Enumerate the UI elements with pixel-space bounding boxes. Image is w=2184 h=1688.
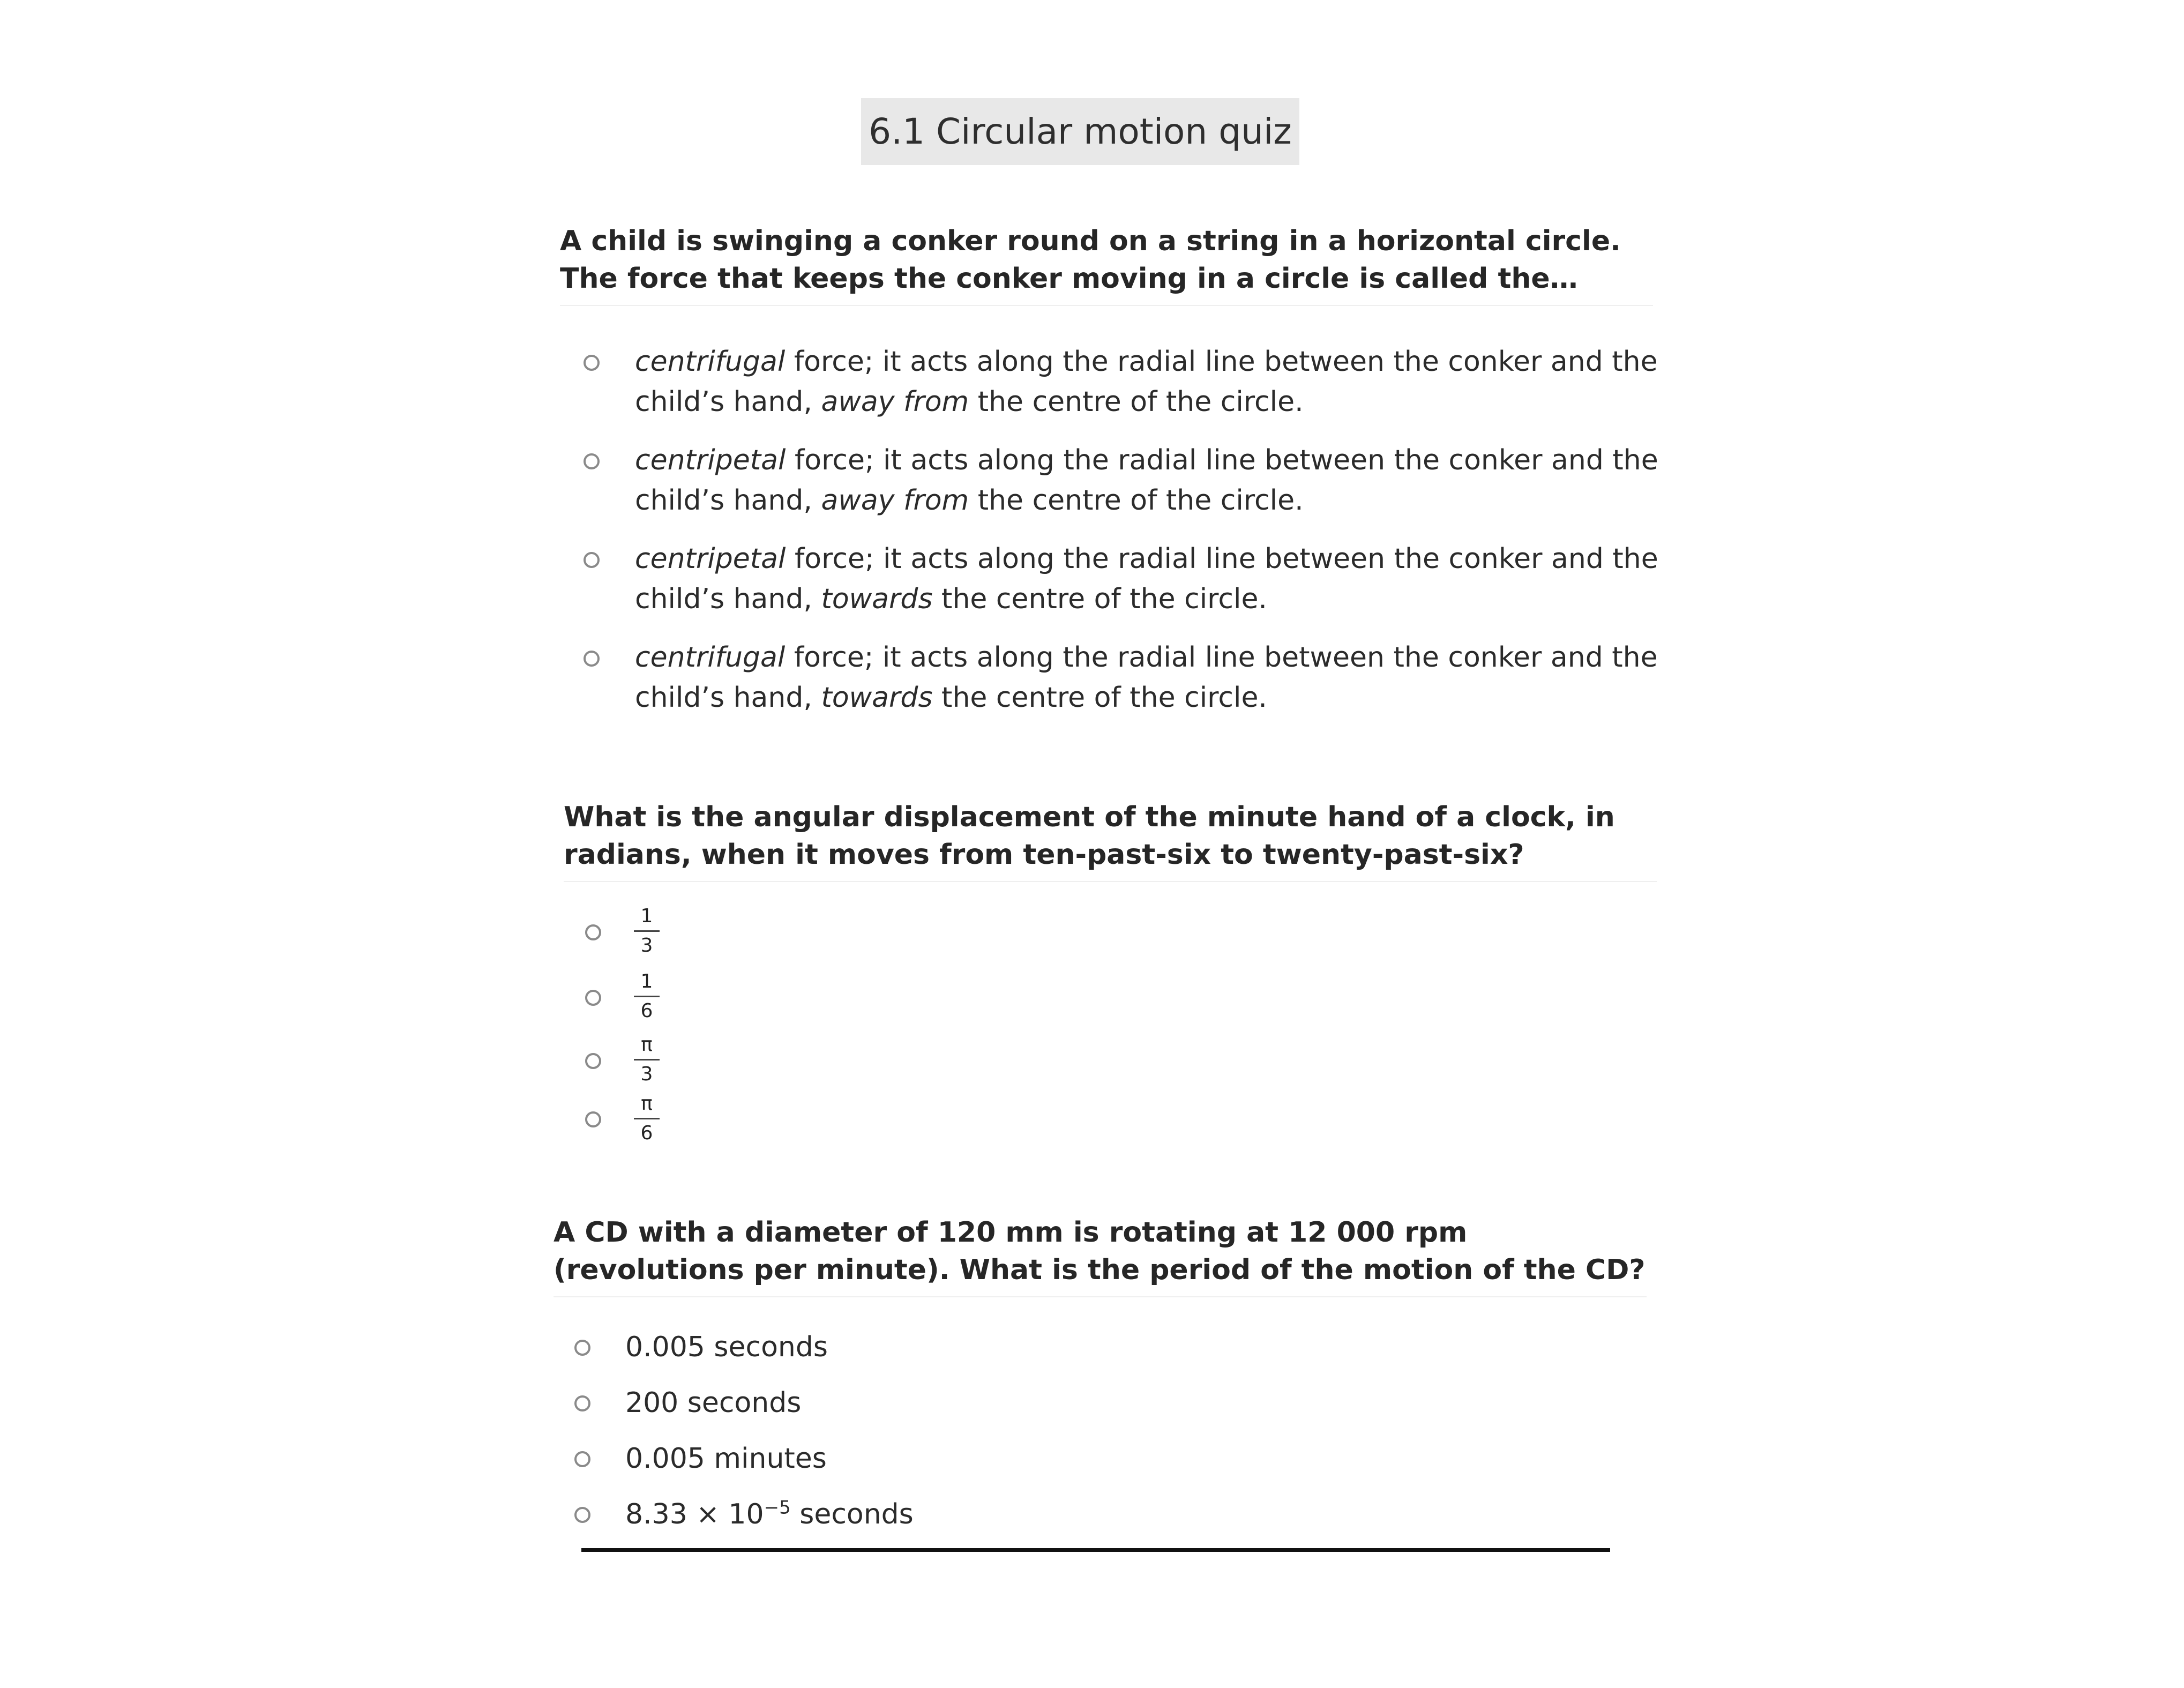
fraction-bar — [634, 1118, 660, 1119]
q3-option-4-base: 8.33 × 10 — [625, 1498, 764, 1530]
q3-option-4-unit: seconds — [790, 1498, 914, 1530]
q1-option-1-radio[interactable] — [584, 355, 600, 371]
quiz-title-text: 6.1 Circular motion quiz — [869, 111, 1292, 152]
q1-option-2-direction: away from — [821, 484, 969, 517]
quiz-title — [861, 98, 1299, 165]
fraction-bar — [634, 930, 660, 932]
question-3-text: A CD with a diameter of 120 mm is rotating at 12 000 rpm (revolutions per minute). What is the period of the motion of the CD? — [554, 1214, 1647, 1297]
q2-option-3-radio[interactable] — [585, 1053, 601, 1069]
q3-option-1-radio[interactable] — [574, 1340, 590, 1356]
q2-option-2-fraction[interactable] — [634, 971, 660, 1022]
q1-option-3-label[interactable] — [635, 539, 1658, 619]
q1-option-1-line1: force; it acts along the radial line between the conker and the — [785, 346, 1658, 378]
q2-option-4-numerator: π — [641, 1093, 653, 1115]
q2-option-4-denominator: 6 — [640, 1122, 653, 1144]
q1-option-1-line2b: the centre of the circle. — [969, 386, 1304, 418]
q1-option-3-radio[interactable] — [584, 552, 600, 568]
q2-option-1-radio[interactable] — [585, 924, 601, 940]
q2-option-1-numerator: 1 — [640, 905, 653, 927]
q1-option-1-line2a: child’s hand, — [635, 386, 821, 418]
q1-option-3-direction: towards — [821, 583, 933, 615]
fraction-bar — [634, 1059, 660, 1060]
q1-option-4-line2b: the centre of the circle. — [932, 682, 1267, 714]
q1-option-4-line2a: child’s hand, — [635, 682, 821, 714]
q3-option-2-label[interactable]: 200 seconds — [625, 1387, 802, 1419]
q3-option-2-radio[interactable] — [574, 1395, 590, 1411]
q3-option-4-radio[interactable] — [574, 1507, 590, 1523]
q1-option-2-term: centripetal — [635, 444, 786, 476]
question-1-text: A child is swinging a conker round on a string in a horizontal circle. The force that keeps the conker moving in a circle is called the… — [560, 222, 1653, 306]
q2-option-2-radio[interactable] — [585, 990, 601, 1006]
q1-option-1-label[interactable] — [635, 342, 1658, 422]
q2-option-4-radio[interactable] — [585, 1111, 601, 1127]
q1-option-2-line2b: the centre of the circle. — [969, 484, 1304, 517]
q3-option-4-label[interactable] — [625, 1495, 914, 1535]
q2-option-1-denominator: 3 — [640, 935, 653, 957]
q1-option-3-term: centripetal — [635, 543, 786, 575]
q3-option-3-radio[interactable] — [574, 1451, 590, 1467]
q3-option-3-label[interactable]: 0.005 minutes — [625, 1443, 827, 1475]
q1-option-4-term: centrifugal — [635, 641, 786, 674]
q1-option-3-line2a: child’s hand, — [635, 583, 821, 615]
question-2-text: What is the angular displacement of the minute hand of a clock, in radians, when it moves from ten-past-six to twenty-past-six? — [564, 798, 1657, 882]
q1-option-2-radio[interactable] — [584, 453, 600, 469]
q1-option-2-line1: force; it acts along the radial line between the conker and the — [786, 444, 1658, 476]
q1-option-1-term: centrifugal — [635, 346, 786, 378]
q1-option-3-line2b: the centre of the circle. — [932, 583, 1267, 615]
fraction-bar — [634, 996, 660, 997]
q2-option-3-fraction[interactable] — [634, 1034, 660, 1085]
bottom-divider — [581, 1548, 1610, 1552]
q1-option-2-label[interactable] — [635, 440, 1658, 521]
q2-option-2-numerator: 1 — [640, 970, 653, 992]
q2-option-4-fraction[interactable] — [634, 1093, 660, 1144]
q1-option-1-direction: away from — [821, 386, 969, 418]
q2-option-2-denominator: 6 — [640, 1000, 653, 1022]
q1-option-2-line2a: child’s hand, — [635, 484, 821, 517]
q1-option-4-label[interactable] — [635, 638, 1658, 718]
q2-option-3-numerator: π — [641, 1034, 653, 1056]
q2-option-3-denominator: 3 — [640, 1063, 653, 1085]
q1-option-4-line1: force; it acts along the radial line between the conker and the — [785, 641, 1658, 674]
q3-option-1-label[interactable]: 0.005 seconds — [625, 1331, 828, 1363]
q1-option-4-radio[interactable] — [584, 651, 600, 667]
q1-option-4-direction: towards — [821, 682, 933, 714]
q1-option-3-line1: force; it acts along the radial line between the conker and the — [786, 543, 1658, 575]
q2-option-1-fraction[interactable] — [634, 906, 660, 957]
q3-option-4-exponent: −5 — [764, 1497, 791, 1519]
